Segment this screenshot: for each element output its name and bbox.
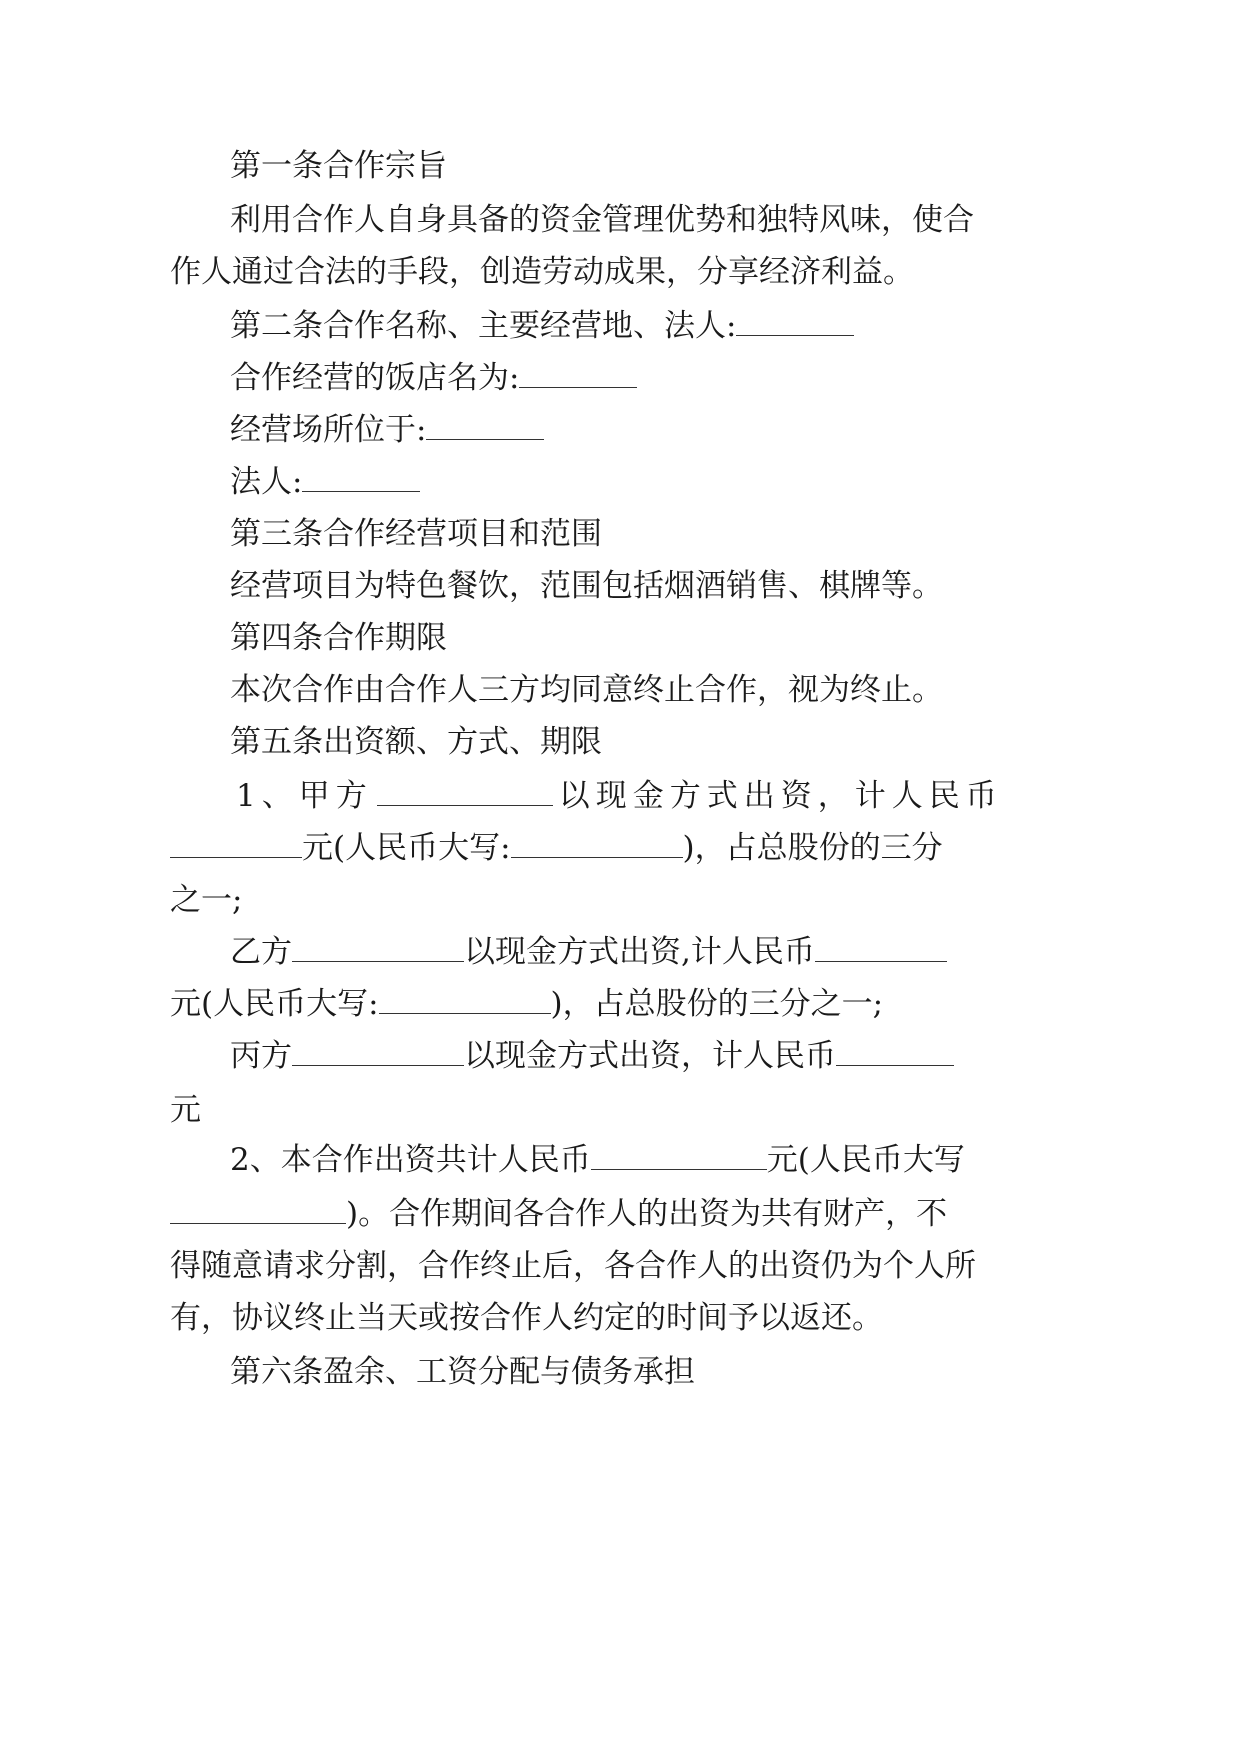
fill-blank[interactable] — [511, 831, 683, 858]
party-a-contribution-text: 以现金方式出资，计人民币 — [558, 778, 1003, 814]
article-2-title-text: 第二条合作名称、主要经营地、法人: — [230, 308, 737, 344]
article-1-title: 第一条合作宗旨 — [230, 148, 447, 184]
fill-blank[interactable] — [519, 361, 637, 388]
business-location-line — [230, 410, 544, 450]
fill-blank[interactable] — [426, 413, 544, 440]
party-b-share-text: )，占总股份的三分之一; — [550, 986, 884, 1022]
party-a-line-1 — [236, 776, 1003, 816]
article-1-text-line-1: 利用合作人自身具备的资金管理优势和独特风味，使合 — [230, 202, 974, 238]
fill-blank[interactable] — [302, 465, 420, 492]
party-c-line-1 — [230, 1036, 954, 1076]
party-a-line-2 — [170, 828, 943, 868]
fill-blank[interactable] — [170, 1197, 346, 1224]
party-c-contribution-text: 以现金方式出资，计人民币 — [464, 1038, 836, 1074]
fill-blank[interactable] — [379, 987, 551, 1014]
restaurant-name-line — [230, 358, 637, 398]
party-c-label: 丙方 — [230, 1038, 292, 1074]
restaurant-name-label: 合作经营的饭店名为: — [230, 360, 520, 396]
article-3-text: 经营项目为特色餐饮，范围包括烟酒销售、棋牌等。 — [230, 568, 943, 604]
fill-blank[interactable] — [815, 935, 947, 962]
article-5-title: 第五条出资额、方式、期限 — [230, 724, 602, 760]
article-4-text: 本次合作由合作人三方均同意终止合作，视为终止。 — [230, 672, 943, 708]
total-contribution-line-3: 得随意请求分割，合作终止后，各合作人的出资仍为个人所 — [170, 1248, 976, 1284]
party-c-line-2: 元 — [170, 1092, 201, 1128]
legal-person-line — [230, 462, 420, 502]
total-contribution-line-2 — [170, 1194, 947, 1234]
fill-blank[interactable] — [377, 779, 553, 806]
article-3-title: 第三条合作经营项目和范围 — [230, 516, 602, 552]
party-a-amount-text: 元(人民币大写: — [302, 830, 511, 866]
party-b-amount-text: 元(人民币大写: — [170, 986, 379, 1022]
party-b-line-2 — [170, 984, 883, 1024]
article-2-title — [230, 306, 854, 346]
party-b-label: 乙方 — [230, 934, 292, 970]
fill-blank[interactable] — [836, 1039, 954, 1066]
article-1-text-line-2: 作人通过合法的手段，创造劳动成果，分享经济利益。 — [170, 254, 914, 290]
common-property-text: )。合作期间各合作人的出资为共有财产，不 — [346, 1196, 948, 1232]
total-contribution-uppercase-text: 元(人民币大写 — [766, 1142, 965, 1178]
fill-blank[interactable] — [591, 1143, 767, 1170]
article-6-title: 第六条盈余、工资分配与债务承担 — [230, 1354, 695, 1390]
total-contribution-line-4: 有，协议终止当天或按合作人约定的时间予以返还。 — [170, 1300, 883, 1336]
total-contribution-text: 2、本合作出资共计人民币 — [230, 1142, 591, 1178]
total-contribution-line-1 — [230, 1140, 965, 1180]
business-location-label: 经营场所位于: — [230, 412, 427, 448]
party-a-share-text: )，占总股份的三分 — [682, 830, 943, 866]
article-4-title: 第四条合作期限 — [230, 620, 447, 656]
fill-blank[interactable] — [170, 831, 302, 858]
party-a-label: 1、甲方 — [236, 778, 373, 814]
party-a-line-3: 之一; — [170, 882, 243, 918]
legal-person-label: 法人: — [230, 464, 303, 500]
party-b-line-1 — [230, 932, 947, 972]
fill-blank[interactable] — [292, 1039, 464, 1066]
party-b-contribution-text: 以现金方式出资,计人民币 — [464, 934, 815, 970]
fill-blank[interactable] — [292, 935, 464, 962]
fill-blank[interactable] — [736, 309, 854, 336]
